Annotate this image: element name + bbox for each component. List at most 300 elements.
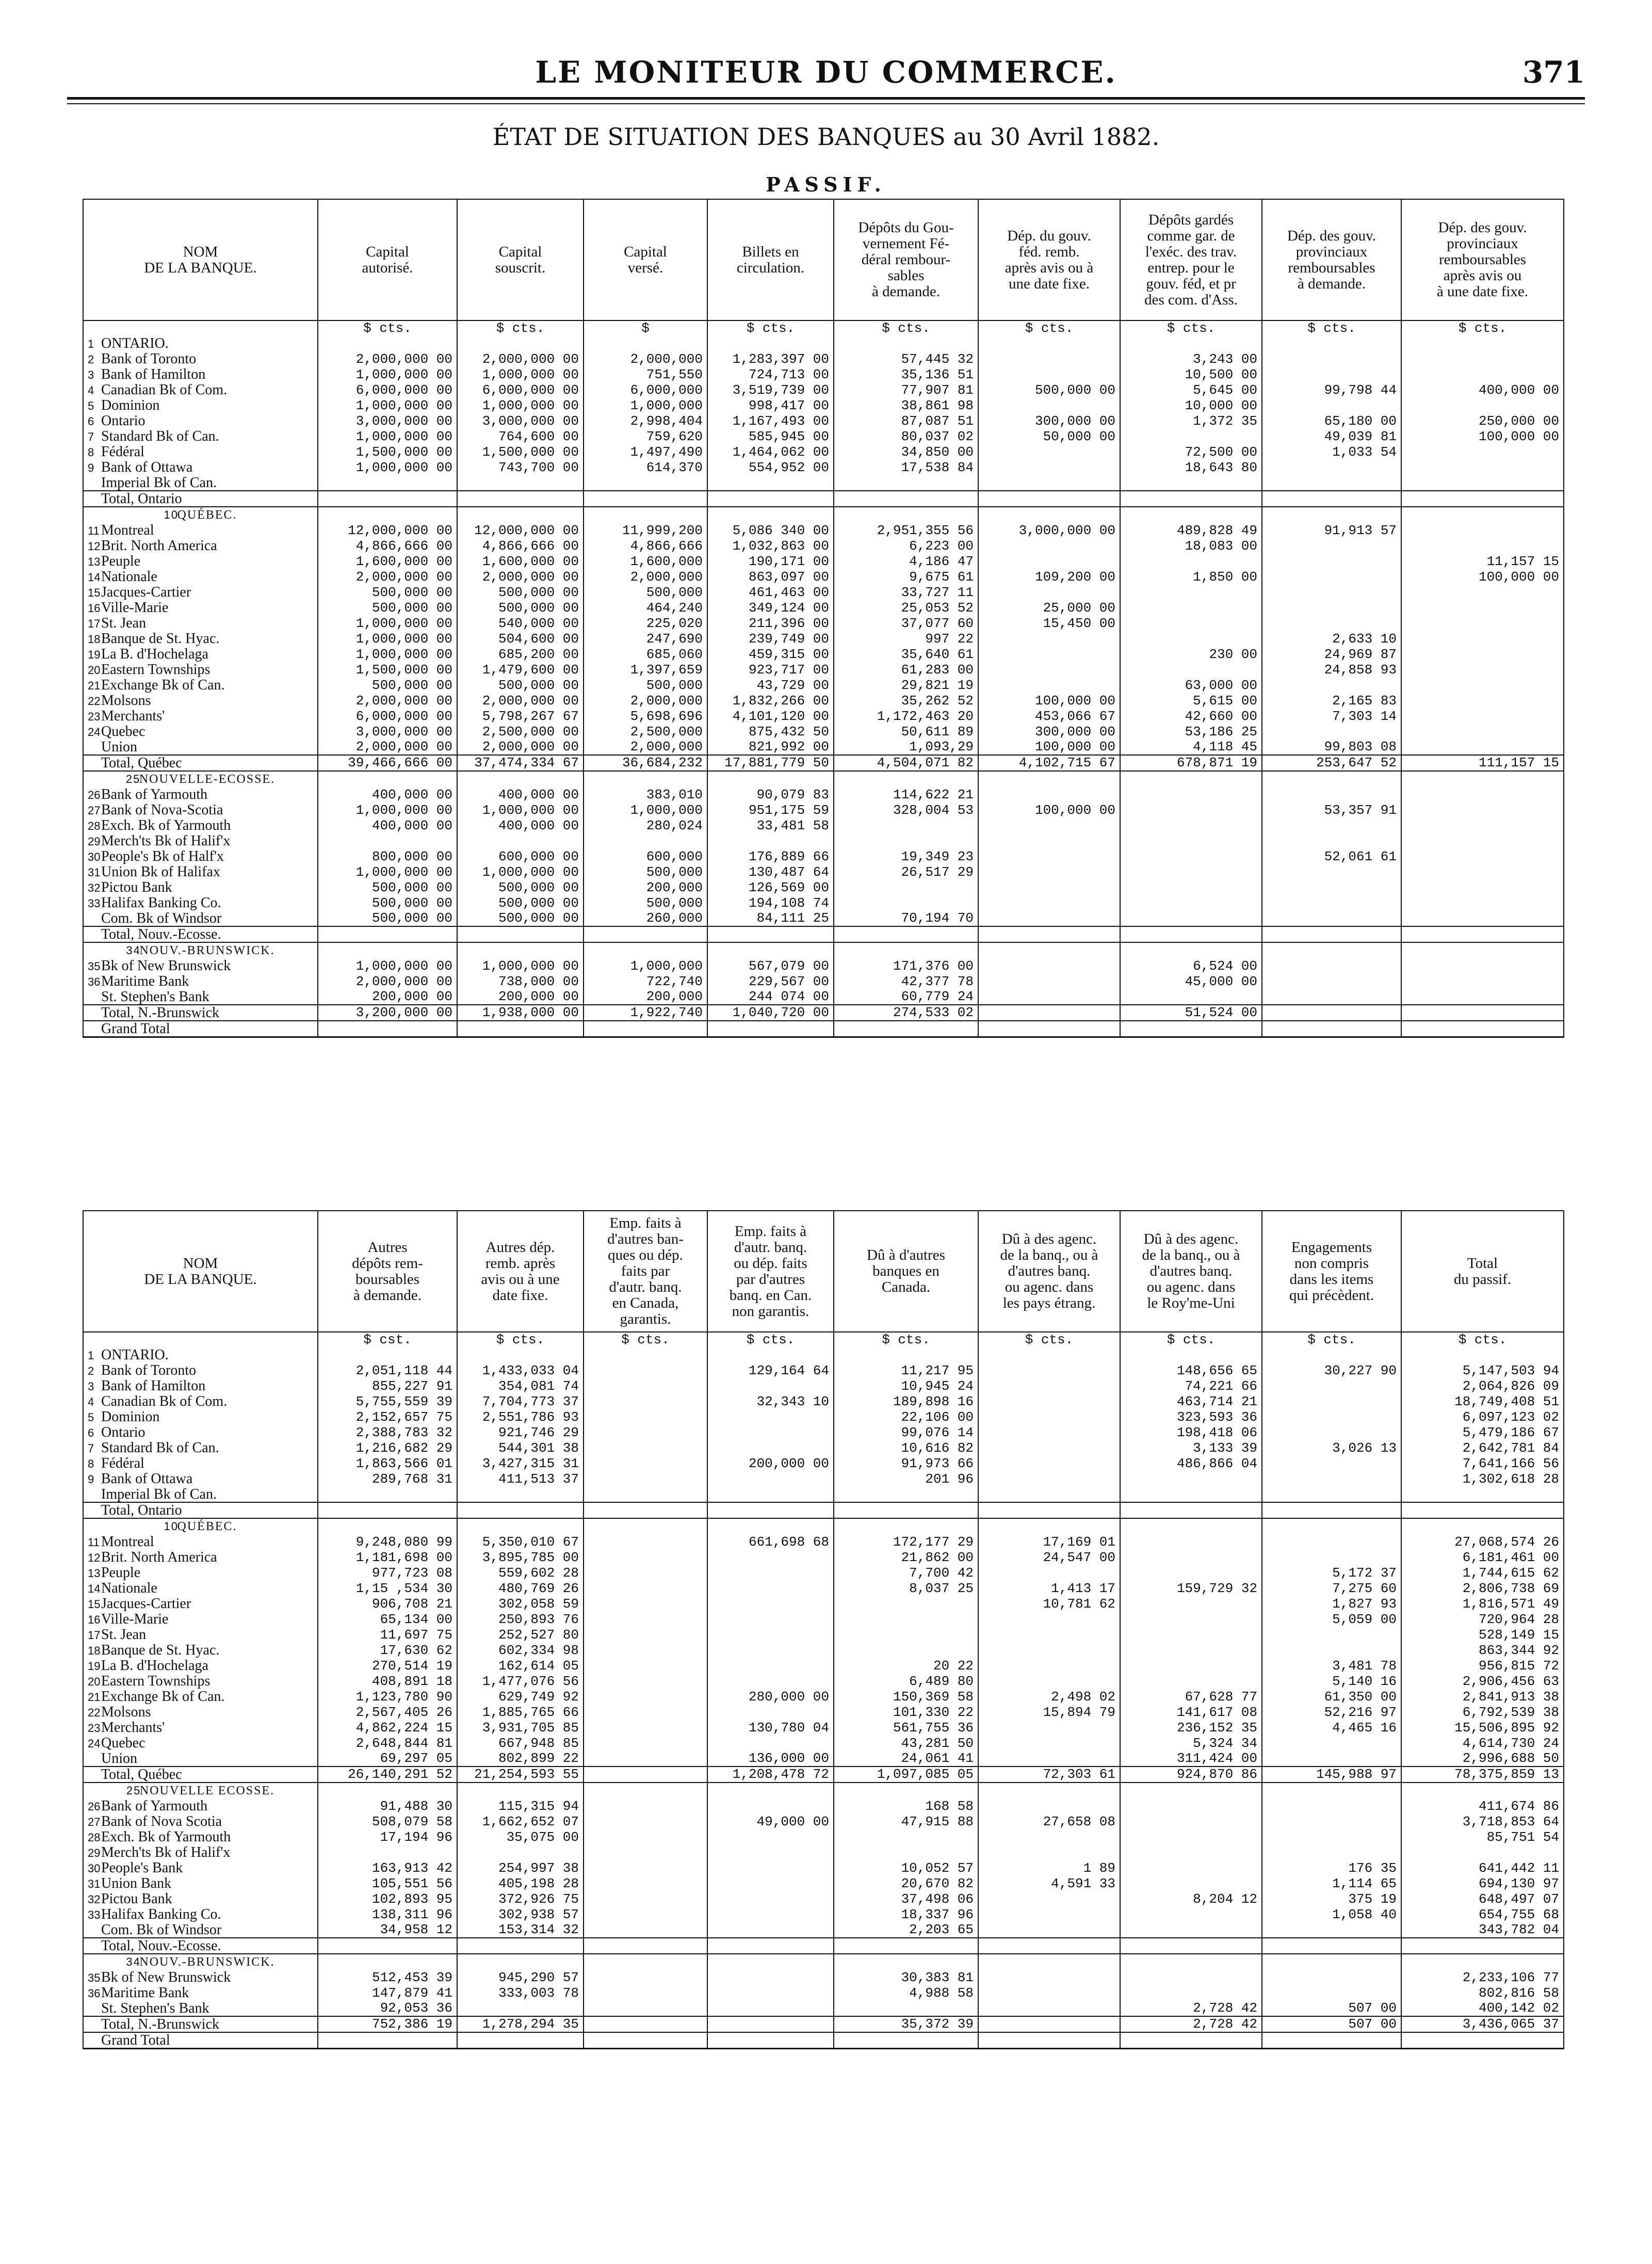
- value-cell: 1,744,615 62: [1401, 1565, 1564, 1581]
- value-cell: [834, 1829, 978, 1845]
- value-cell: 2,998,404: [584, 413, 707, 429]
- bank-name: Quebec: [101, 724, 145, 740]
- value-cell: 168 58: [834, 1799, 978, 1814]
- value-cell: 18,083 00: [1120, 538, 1262, 554]
- value-cell: 2,203 65: [834, 1922, 978, 1938]
- value-cell: [1401, 1487, 1564, 1502]
- bank-name-cell: [83, 1845, 318, 1860]
- value-cell: [1262, 585, 1401, 600]
- value-cell: 100,000 00: [1401, 569, 1564, 585]
- bank-name: Jacques-Cartier: [101, 1596, 191, 1612]
- value-cell: [1401, 616, 1564, 631]
- value-cell: [1401, 336, 1564, 351]
- value-cell: 400,000 00: [1401, 382, 1564, 398]
- value-cell: [834, 895, 978, 911]
- value-cell: [834, 336, 978, 351]
- bank-name: Total, Ontario: [101, 1502, 182, 1518]
- value-cell: 4,988 58: [834, 1985, 978, 2001]
- value-cell: 2,000,000 00: [318, 693, 457, 709]
- value-cell: [1262, 600, 1401, 616]
- value-cell: [1262, 678, 1401, 693]
- value-cell: [1120, 1518, 1262, 1534]
- value-cell: 585,945 00: [707, 429, 834, 444]
- bank-name-cell: [83, 787, 318, 802]
- value-cell: [1262, 491, 1401, 507]
- table-row: [83, 1970, 1564, 1985]
- value-cell: 486,866 04: [1120, 1456, 1262, 1471]
- value-cell: 9,675 61: [834, 569, 978, 585]
- value-cell: 2,996,688 50: [1401, 1751, 1564, 1767]
- table-row: [83, 833, 1564, 849]
- value-cell: 1,397,659: [584, 662, 707, 678]
- value-cell: 500,000: [584, 678, 707, 693]
- value-cell: [978, 1799, 1120, 1814]
- value-cell: [978, 1643, 1120, 1658]
- header-bank-name: NOM DE LA BANQUE.: [83, 1211, 318, 1332]
- value-cell: [1262, 1347, 1401, 1363]
- value-cell: [584, 1689, 707, 1705]
- value-cell: 35,262 52: [834, 693, 978, 709]
- value-cell: 91,913 57: [1262, 523, 1401, 538]
- value-cell: 694,130 97: [1401, 1876, 1564, 1891]
- value-cell: 2,498 02: [978, 1689, 1120, 1705]
- value-cell: [1262, 1736, 1401, 1751]
- value-cell: 1,000,000 00: [318, 958, 457, 974]
- table-row: [83, 538, 1564, 554]
- value-cell: [978, 678, 1120, 693]
- value-cell: [707, 1425, 834, 1440]
- value-cell: [1120, 1985, 1262, 2001]
- bank-name: Montreal: [101, 1534, 154, 1550]
- value-cell: [834, 771, 978, 787]
- value-cell: [978, 491, 1120, 507]
- value-cell: [1262, 1378, 1401, 1394]
- value-cell: 400,000 00: [457, 818, 584, 833]
- value-cell: [978, 771, 1120, 787]
- bank-name: NOUV.-BRUNSWICK.: [139, 1955, 275, 1969]
- value-cell: 1,033 54: [1262, 444, 1401, 460]
- value-cell: 92,053 36: [318, 2001, 457, 2016]
- bank-name: ONTARIO.: [101, 335, 169, 351]
- row-index: 23: [88, 1722, 101, 1735]
- value-cell: 43,729 00: [707, 678, 834, 693]
- value-cell: [978, 1954, 1120, 1970]
- value-cell: 685,060: [584, 647, 707, 662]
- row-index: 7: [88, 430, 94, 443]
- value-cell: 1,938,000 00: [457, 1005, 584, 1021]
- value-cell: 254,997 38: [457, 1860, 584, 1876]
- value-cell: [584, 1456, 707, 1471]
- value-cell: [1120, 1021, 1262, 1037]
- value-cell: [584, 1627, 707, 1643]
- value-cell: 956,815 72: [1401, 1658, 1564, 1674]
- row-index: 13: [88, 1567, 101, 1580]
- value-cell: 22,106 00: [834, 1409, 978, 1425]
- table-row: [83, 755, 1564, 771]
- value-cell: 4,102,715 67: [978, 755, 1120, 771]
- value-cell: 302,058 59: [457, 1596, 584, 1612]
- value-cell: 99,798 44: [1262, 382, 1401, 398]
- value-cell: [1120, 1970, 1262, 1985]
- value-cell: [584, 1938, 707, 1954]
- value-cell: [707, 1550, 834, 1565]
- value-cell: 1,477,076 56: [457, 1674, 584, 1689]
- value-cell: [1401, 1845, 1564, 1860]
- value-cell: [1262, 1938, 1401, 1954]
- bank-name-cell: [83, 647, 318, 662]
- unit-label: $ cts.: [457, 320, 584, 336]
- value-cell: [1262, 460, 1401, 475]
- value-cell: 200,000 00: [707, 1456, 834, 1471]
- bank-name: Peuple: [101, 1565, 141, 1581]
- value-cell: 602,334 98: [457, 1643, 584, 1658]
- value-cell: [978, 1502, 1120, 1518]
- value-cell: 1,832,266 00: [707, 693, 834, 709]
- value-cell: [584, 475, 707, 491]
- unit-label: $ cts.: [707, 320, 834, 336]
- unit-row-blank: [83, 320, 318, 336]
- value-cell: 3,895,785 00: [457, 1550, 584, 1565]
- value-cell: 1,283,397 00: [707, 351, 834, 367]
- value-cell: 685,200 00: [457, 647, 584, 662]
- value-cell: [1262, 771, 1401, 787]
- value-cell: [978, 507, 1120, 523]
- value-cell: 600,000: [584, 849, 707, 864]
- value-cell: [584, 1440, 707, 1456]
- value-cell: [707, 1736, 834, 1751]
- table-row: [83, 413, 1564, 429]
- value-cell: 2,165 83: [1262, 693, 1401, 709]
- value-cell: 1,600,000: [584, 554, 707, 569]
- value-cell: 6,223 00: [834, 538, 978, 554]
- value-cell: [584, 1767, 707, 1783]
- value-cell: 4,862,224 15: [318, 1720, 457, 1736]
- value-cell: 453,066 67: [978, 709, 1120, 724]
- value-cell: 61,283 00: [834, 662, 978, 678]
- value-cell: 24,061 41: [834, 1751, 978, 1767]
- value-cell: [1120, 1783, 1262, 1799]
- value-cell: 114,622 21: [834, 787, 978, 802]
- value-cell: 72,500 00: [1120, 444, 1262, 460]
- value-cell: 759,620: [584, 429, 707, 444]
- value-cell: [1262, 1394, 1401, 1409]
- value-cell: 375 19: [1262, 1891, 1401, 1907]
- table-row: [83, 1845, 1564, 1860]
- bank-name-cell: [83, 1705, 318, 1720]
- value-cell: [457, 491, 584, 507]
- bank-name: Total, Québec: [101, 1767, 182, 1783]
- value-cell: 1,208,478 72: [707, 1767, 834, 1783]
- value-cell: 614,370: [584, 460, 707, 475]
- value-cell: [318, 1347, 457, 1363]
- value-cell: 2,500,000: [584, 724, 707, 740]
- value-cell: 500,000 00: [318, 678, 457, 693]
- value-cell: 10,945 24: [834, 1378, 978, 1394]
- value-cell: 500,000 00: [457, 895, 584, 911]
- value-cell: 349,124 00: [707, 600, 834, 616]
- value-cell: [707, 507, 834, 523]
- value-cell: 544,301 38: [457, 1440, 584, 1456]
- value-cell: [978, 911, 1120, 926]
- value-cell: [1120, 1674, 1262, 1689]
- value-cell: [1401, 475, 1564, 491]
- table-row: [83, 895, 1564, 911]
- value-cell: [457, 1347, 584, 1363]
- value-cell: 153,314 32: [457, 1922, 584, 1938]
- bank-name-cell: [83, 1409, 318, 1425]
- value-cell: 27,068,574 26: [1401, 1534, 1564, 1550]
- value-cell: [978, 989, 1120, 1005]
- bank-name: Pictou Bank: [101, 879, 172, 895]
- value-cell: 18,749,408 51: [1401, 1394, 1564, 1409]
- value-cell: 239,749 00: [707, 631, 834, 647]
- bank-name: Halifax Banking Co.: [101, 1906, 221, 1922]
- table-row: [83, 585, 1564, 600]
- value-cell: [707, 2001, 834, 2016]
- value-cell: [584, 1643, 707, 1658]
- value-cell: 49,039 81: [1262, 429, 1401, 444]
- value-cell: 500,000 00: [318, 600, 457, 616]
- value-cell: 411,513 37: [457, 1471, 584, 1487]
- value-cell: 18,643 80: [1120, 460, 1262, 475]
- value-cell: 945,290 57: [457, 1970, 584, 1985]
- bank-name-cell: [83, 709, 318, 724]
- value-cell: 37,077 60: [834, 616, 978, 631]
- value-cell: [457, 833, 584, 849]
- row-index: 28: [88, 1831, 101, 1844]
- value-cell: 3,519,739 00: [707, 382, 834, 398]
- bank-name: Bank of Yarmouth: [101, 1798, 208, 1814]
- unit-label: $ cts.: [1401, 1332, 1564, 1347]
- table-row: [83, 1440, 1564, 1456]
- value-cell: 4,186 47: [834, 554, 978, 569]
- value-cell: 252,527 80: [457, 1627, 584, 1643]
- value-cell: [978, 647, 1120, 662]
- value-cell: 1,097,085 05: [834, 1767, 978, 1783]
- value-cell: 52,061 61: [1262, 849, 1401, 864]
- value-cell: 2,000,000 00: [457, 740, 584, 755]
- value-cell: [1401, 942, 1564, 958]
- value-cell: 30,227 90: [1262, 1363, 1401, 1378]
- value-cell: 463,714 21: [1120, 1394, 1262, 1409]
- value-cell: [1120, 1829, 1262, 1845]
- value-cell: [1120, 864, 1262, 880]
- value-cell: 80,037 02: [834, 429, 978, 444]
- value-cell: [457, 926, 584, 942]
- value-cell: [1120, 926, 1262, 942]
- value-cell: [584, 1985, 707, 2001]
- value-cell: 201 96: [834, 1471, 978, 1487]
- row-index: 14: [88, 571, 101, 584]
- value-cell: [707, 1643, 834, 1658]
- value-cell: 30,383 81: [834, 1970, 978, 1985]
- value-cell: 5,615 00: [1120, 693, 1262, 709]
- value-cell: 65,180 00: [1262, 413, 1401, 429]
- table-row: [83, 849, 1564, 864]
- row-index: 2: [88, 353, 94, 366]
- value-cell: [978, 1394, 1120, 1409]
- value-cell: [318, 1845, 457, 1860]
- value-cell: 1,500,000 00: [318, 662, 457, 678]
- value-cell: [978, 1005, 1120, 1021]
- value-cell: [584, 1876, 707, 1891]
- value-cell: 5,798,267 67: [457, 709, 584, 724]
- value-cell: [584, 491, 707, 507]
- value-cell: 1,15 ,534 30: [318, 1581, 457, 1596]
- value-cell: 3,481 78: [1262, 1658, 1401, 1674]
- value-cell: [1120, 429, 1262, 444]
- value-cell: 500,000: [584, 585, 707, 600]
- value-cell: [318, 942, 457, 958]
- bank-name-cell: [83, 1985, 318, 2001]
- value-cell: 400,000 00: [318, 787, 457, 802]
- value-cell: [707, 1954, 834, 1970]
- value-cell: 70,194 70: [834, 911, 978, 926]
- bank-name-cell: [83, 2001, 318, 2016]
- value-cell: [978, 1363, 1120, 1378]
- value-cell: [1120, 1643, 1262, 1658]
- value-cell: 20,670 82: [834, 1876, 978, 1891]
- value-cell: 752,386 19: [318, 2016, 457, 2032]
- column-header: Capital souscrit.: [457, 199, 584, 320]
- value-cell: 247,690: [584, 631, 707, 647]
- value-cell: 2,633 10: [1262, 631, 1401, 647]
- value-cell: [318, 1021, 457, 1037]
- value-cell: 72,303 61: [978, 1767, 1120, 1783]
- bank-name-cell: [83, 1363, 318, 1378]
- value-cell: [1262, 554, 1401, 569]
- value-cell: 508,079 58: [318, 1814, 457, 1829]
- row-index: 29: [88, 1846, 101, 1859]
- value-cell: 5,147,503 94: [1401, 1363, 1564, 1378]
- table-row: [83, 1658, 1564, 1674]
- bank-name-cell: [83, 1907, 318, 1922]
- value-cell: [1120, 771, 1262, 787]
- bank-name-cell: [83, 1518, 318, 1534]
- value-cell: [1401, 600, 1564, 616]
- value-cell: 5,086 340 00: [707, 523, 834, 538]
- column-header: Autres dépôts rem- boursables à demande.: [318, 1211, 457, 1332]
- value-cell: 2,000,000 00: [318, 740, 457, 755]
- bank-name: Merchants': [101, 708, 165, 724]
- value-cell: 35,136 51: [834, 367, 978, 382]
- value-cell: 5,059 00: [1262, 1612, 1401, 1627]
- value-cell: 3,436,065 37: [1401, 2016, 1564, 2032]
- bank-name-cell: [83, 1643, 318, 1658]
- value-cell: [1262, 351, 1401, 367]
- table-row: [83, 1922, 1564, 1938]
- value-cell: 250,893 76: [457, 1612, 584, 1627]
- value-cell: [1262, 864, 1401, 880]
- value-cell: [978, 2001, 1120, 2016]
- value-cell: [1120, 880, 1262, 895]
- value-cell: 507 00: [1262, 2001, 1401, 2016]
- bank-name: Eastern Townships: [101, 662, 210, 678]
- value-cell: 9,248,080 99: [318, 1534, 457, 1550]
- value-cell: 500,000 00: [457, 600, 584, 616]
- value-cell: 100,000 00: [1401, 429, 1564, 444]
- value-cell: 998,417 00: [707, 398, 834, 413]
- row-index: 24: [88, 1737, 101, 1750]
- value-cell: 53,357 91: [1262, 802, 1401, 818]
- value-cell: [1120, 1954, 1262, 1970]
- bank-name: Brit. North America: [101, 1549, 217, 1565]
- value-cell: [707, 1596, 834, 1612]
- value-cell: [1120, 1799, 1262, 1814]
- bank-name-cell: [83, 1502, 318, 1518]
- value-cell: [978, 1518, 1120, 1534]
- bank-name: Bank of Ottawa: [101, 459, 193, 475]
- value-cell: 5,172 37: [1262, 1565, 1401, 1581]
- row-index: 22: [88, 1706, 101, 1719]
- value-cell: [1262, 1550, 1401, 1565]
- value-cell: 7,641,166 56: [1401, 1456, 1564, 1471]
- row-index: 14: [88, 1582, 101, 1595]
- value-cell: 5,140 16: [1262, 1674, 1401, 1689]
- value-cell: 743,700 00: [457, 460, 584, 475]
- bank-name: St. Jean: [101, 615, 147, 631]
- row-index: 8: [88, 1457, 94, 1470]
- value-cell: 1,850 00: [1120, 569, 1262, 585]
- value-cell: [1120, 475, 1262, 491]
- value-cell: [978, 849, 1120, 864]
- value-cell: 459,315 00: [707, 647, 834, 662]
- value-cell: [1262, 1409, 1401, 1425]
- value-cell: 7,700 42: [834, 1565, 978, 1581]
- value-cell: [978, 2016, 1120, 2032]
- table-row: [83, 1799, 1564, 1814]
- value-cell: [1401, 1518, 1564, 1534]
- value-cell: 250,000 00: [1401, 413, 1564, 429]
- value-cell: 42,377 78: [834, 974, 978, 989]
- value-cell: [1401, 444, 1564, 460]
- bank-name: Eastern Townships: [101, 1673, 210, 1689]
- value-cell: [1262, 895, 1401, 911]
- value-cell: [1120, 1565, 1262, 1581]
- bank-name-cell: [83, 1581, 318, 1596]
- row-index: 21: [88, 1691, 101, 1704]
- value-cell: [584, 1425, 707, 1440]
- value-cell: [1262, 1502, 1401, 1518]
- value-cell: [834, 491, 978, 507]
- value-cell: 724,713 00: [707, 367, 834, 382]
- bank-name: Molsons: [101, 693, 151, 709]
- value-cell: [978, 1378, 1120, 1394]
- table-row: [83, 444, 1564, 460]
- value-cell: 302,938 57: [457, 1907, 584, 1922]
- value-cell: 91,488 30: [318, 1799, 457, 1814]
- bank-name-cell: [83, 1783, 318, 1799]
- value-cell: [707, 1565, 834, 1581]
- row-index: 13: [88, 555, 101, 568]
- value-cell: 43,281 50: [834, 1736, 978, 1751]
- value-cell: 38,861 98: [834, 398, 978, 413]
- bank-name: ONTARIO.: [101, 1347, 169, 1363]
- value-cell: [707, 1581, 834, 1596]
- value-cell: 4,101,120 00: [707, 709, 834, 724]
- value-cell: [1120, 600, 1262, 616]
- value-cell: [1401, 678, 1564, 693]
- bank-name: Ontario: [101, 1424, 145, 1440]
- value-cell: 1,500,000 00: [318, 444, 457, 460]
- value-cell: [1262, 1005, 1401, 1021]
- value-cell: [1120, 787, 1262, 802]
- value-cell: 1,500,000 00: [457, 444, 584, 460]
- row-index: 4: [88, 384, 94, 397]
- column-header: Engagements non compris dans les items qui précèdent.: [1262, 1211, 1401, 1332]
- bank-name: Merch'ts Bk of Halif'x: [101, 833, 231, 849]
- value-cell: 1,464,062 00: [707, 444, 834, 460]
